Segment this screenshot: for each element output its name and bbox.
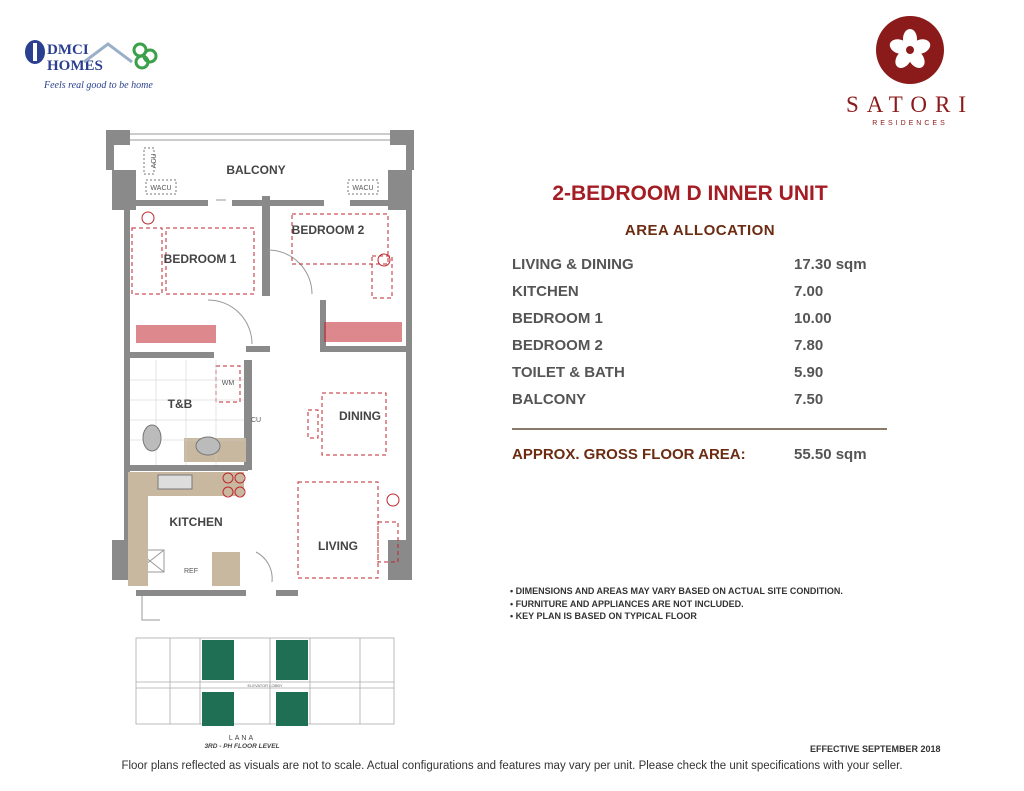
project-name: SATORI [845, 92, 975, 117]
dmci-homes-logo [22, 34, 172, 94]
area-allocation-heading: AREA ALLOCATION [624, 222, 776, 239]
acu-label: ACU [151, 153, 158, 169]
area-label: LIVING & DINING [512, 256, 634, 273]
gross-area-value: 55.50 sqm [794, 446, 867, 463]
area-row [512, 364, 892, 390]
area-value: 17.30 sqm [794, 256, 867, 273]
note-item: • DIMENSIONS AND AREAS MAY VARY BASED ON ACTUAL SITE CONDITION. [510, 586, 843, 596]
area-row [512, 310, 892, 336]
room-label-balcony: BALCONY [226, 163, 286, 177]
dmci-tagline: Feels real good to be home [44, 80, 153, 91]
room-label-dining: DINING [339, 409, 381, 423]
footer-disclaimer: Floor plans reflected as visuals are not to scale. Actual configurations and features may vary per unit. Please check the unit specifications with your seller. [121, 760, 903, 772]
area-row [512, 391, 892, 417]
key-plan [130, 630, 400, 750]
note-item: • FURNITURE AND APPLIANCES ARE NOT INCLUDED. [510, 598, 744, 609]
room-label-living: LIVING [317, 539, 359, 553]
elevator-lobby-label: ELEVATOR LOBBY [247, 683, 283, 688]
satori-logo [840, 12, 980, 127]
area-value: 7.80 [794, 337, 824, 354]
area-row [512, 283, 892, 309]
project-subtitle: RESIDENCES [872, 120, 948, 127]
svg-text:HOMES: HOMES [47, 58, 103, 74]
keyplan-caption-lana: LANA [228, 735, 256, 742]
divider [512, 428, 887, 430]
dmci-house-icon [22, 34, 172, 80]
keyplan-caption-floor: 3RD - PH FLOOR LEVEL [204, 743, 280, 750]
effective-date: EFFECTIVE SEPTEMBER 2018 [810, 744, 941, 754]
bedding-pattern [136, 322, 402, 343]
disclaimer-notes [510, 585, 843, 623]
area-label: BEDROOM 2 [512, 337, 603, 354]
ref-label: REF [184, 568, 198, 575]
area-row [512, 256, 892, 282]
area-value: 10.00 [794, 310, 832, 327]
room-label-tb: T&B [167, 397, 193, 411]
wacu-label-left: WACU [150, 185, 172, 192]
room-label-bedroom-1: BEDROOM 1 [163, 252, 237, 266]
sakura-flower-icon [840, 12, 980, 90]
walls [106, 130, 414, 596]
area-label: BALCONY [512, 391, 587, 408]
wm-label: WM [221, 380, 235, 387]
area-label: KITCHEN [512, 283, 579, 300]
area-row [512, 337, 892, 363]
area-value: 7.00 [794, 283, 824, 300]
area-label: BEDROOM 1 [512, 310, 603, 327]
note-item: • KEY PLAN IS BASED ON TYPICAL FLOOR [510, 611, 697, 621]
cu-label: CU [250, 417, 262, 424]
room-label-bedroom-2: BEDROOM 2 [291, 223, 365, 237]
svg-text:DMCI: DMCI [47, 42, 89, 58]
gross-area-label: APPROX. GROSS FLOOR AREA: [512, 446, 746, 463]
room-label-kitchen: KITCHEN [169, 515, 223, 529]
area-label: TOILET & BATH [512, 364, 625, 381]
unit-title: 2-BEDROOM D INNER UNIT [552, 182, 828, 205]
wacu-label-right: WACU [352, 185, 374, 192]
area-value: 7.50 [794, 391, 824, 408]
area-value: 5.90 [794, 364, 824, 381]
floor-plan [96, 120, 426, 630]
